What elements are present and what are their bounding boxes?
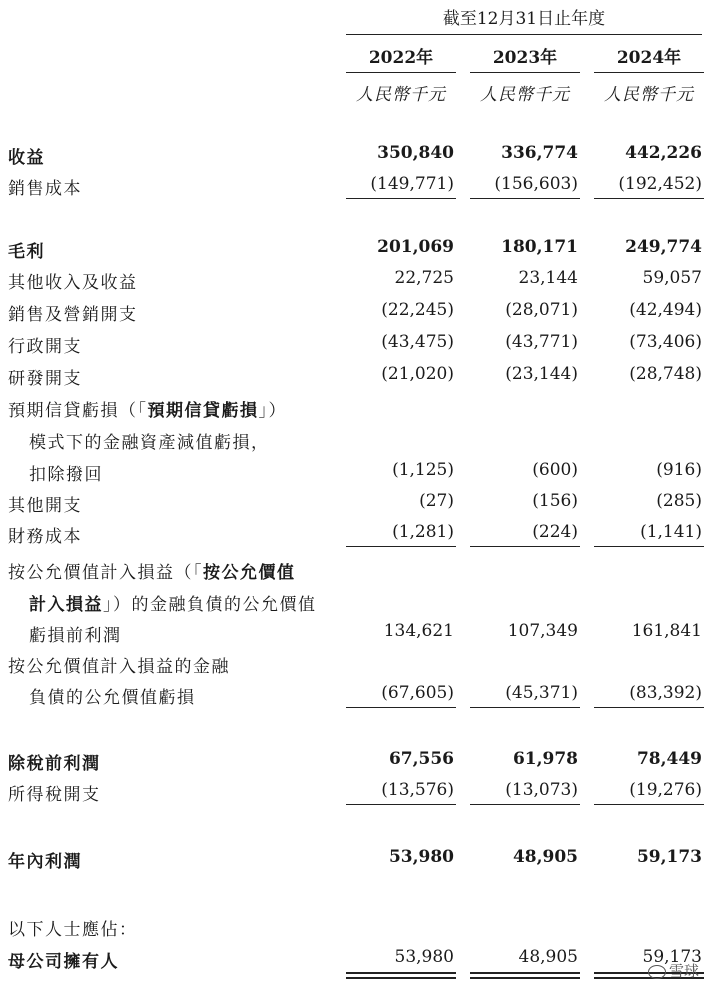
- weibo-eye-icon: [648, 965, 666, 979]
- table-row-selling-expenses: [0, 296, 719, 326]
- value-2024: (285): [656, 491, 702, 511]
- value-2024: 442,226: [625, 143, 702, 163]
- value-2024: 78,449: [636, 749, 702, 769]
- subtotal-rule: [594, 804, 704, 805]
- row-label: 虧損前利潤: [29, 626, 122, 646]
- value-2024: (1,141): [640, 522, 702, 542]
- table-row-profit-before-fv-loss: [0, 617, 719, 647]
- subtotal-rule: [346, 546, 456, 547]
- value-2022: (67,605): [381, 683, 454, 703]
- row-label: 除稅前利潤: [8, 754, 101, 774]
- row-label: 負債的公允價值虧損: [29, 688, 196, 708]
- value-2022: 53,980: [394, 947, 454, 967]
- value-2022: (13,576): [381, 780, 454, 800]
- value-2024: (73,406): [629, 332, 702, 352]
- subtotal-rule: [470, 804, 580, 805]
- value-2023: 180,171: [501, 237, 578, 257]
- row-label: 按公允價值計入損益（「按公允價值: [8, 563, 296, 583]
- value-2023: 61,978: [512, 749, 578, 769]
- year-2023-header: 2023年: [470, 43, 580, 73]
- row-label: 收益: [8, 148, 45, 168]
- row-label: 毛利: [8, 242, 45, 262]
- value-2022: (27): [419, 491, 454, 511]
- value-2022: (1,281): [392, 522, 454, 542]
- table-row-revenue: [0, 139, 719, 169]
- table-row-ecl-line1: [0, 392, 719, 422]
- value-2023: (224): [532, 522, 578, 542]
- value-2023: 336,774: [501, 143, 578, 163]
- table-row-fv-loss-line1: [0, 648, 719, 678]
- value-2024: (19,276): [629, 780, 702, 800]
- unit-label-2023: 人民幣千元: [480, 85, 570, 105]
- value-2023: (600): [532, 460, 578, 480]
- subtotal-rule: [470, 198, 580, 199]
- value-2023: (13,073): [505, 780, 578, 800]
- subtotal-rule: [594, 546, 704, 547]
- table-row-other-income: [0, 264, 719, 294]
- table-row-fvtpl-line2: [0, 586, 719, 616]
- table-row-gross-profit: [0, 233, 719, 263]
- subtotal-rule: [470, 707, 580, 708]
- row-label: 其他開支: [8, 496, 82, 516]
- value-2024: 59,057: [642, 268, 702, 288]
- value-2022: (22,245): [381, 300, 454, 320]
- row-label: 銷售及營銷開支: [8, 305, 138, 325]
- row-label: 年內利潤: [8, 852, 82, 872]
- value-2024: (916): [656, 460, 702, 480]
- value-2024: (42,494): [629, 300, 702, 320]
- subtotal-rule: [346, 804, 456, 805]
- value-2022: 22,725: [394, 268, 454, 288]
- value-2024: (83,392): [629, 683, 702, 703]
- row-label: 研發開支: [8, 369, 82, 389]
- row-label: 預期信貸虧損（「預期信貸虧損」）: [8, 401, 287, 421]
- value-2024: 59,173: [642, 947, 702, 967]
- value-2023: 48,905: [512, 847, 578, 867]
- row-label: 母公司擁有人: [8, 952, 119, 972]
- value-2022: 201,069: [377, 237, 454, 257]
- value-2022: (149,771): [370, 174, 454, 194]
- year-2022-header: 2022年: [346, 43, 456, 73]
- total-double-rule: [470, 972, 580, 979]
- row-label: 按公允價值計入損益的金融: [8, 657, 230, 677]
- table-row-ecl-line2: [0, 424, 719, 454]
- value-2024: (192,452): [618, 174, 702, 194]
- row-label: 行政開支: [8, 337, 82, 357]
- subtotal-rule: [594, 707, 704, 708]
- subtotal-rule: [470, 546, 580, 547]
- value-2023: (28,071): [505, 300, 578, 320]
- value-2023: 23,144: [518, 268, 578, 288]
- value-2023: (23,144): [505, 364, 578, 384]
- value-2022: (21,020): [381, 364, 454, 384]
- total-double-rule: [346, 972, 456, 979]
- table-row-owners-of-parent: [0, 943, 719, 973]
- value-2022: 350,840: [377, 143, 454, 163]
- value-2023: (43,771): [505, 332, 578, 352]
- table-row-ecl-net-reversal: [0, 456, 719, 486]
- unit-label-2022: 人民幣千元: [356, 85, 446, 105]
- value-2024: 249,774: [625, 237, 702, 257]
- subtotal-rule: [594, 198, 704, 199]
- row-label: 銷售成本: [8, 179, 82, 199]
- row-label: 以下人士應佔：: [8, 920, 138, 940]
- table-row-admin-expenses: [0, 328, 719, 358]
- row-label: 模式下的金融資產減值虧損，: [29, 433, 270, 453]
- table-row-fv-loss: [0, 679, 719, 709]
- value-2024: 59,173: [636, 847, 702, 867]
- watermark: [648, 960, 699, 981]
- unit-label-2024: 人民幣千元: [604, 85, 694, 105]
- value-2024: (28,748): [629, 364, 702, 384]
- value-2022: 67,556: [388, 749, 454, 769]
- value-2024: 161,841: [631, 621, 702, 641]
- row-label: 扣除撥回: [29, 465, 103, 485]
- table-row-profit-for-year: [0, 843, 719, 873]
- table-row-rnd-expenses: [0, 360, 719, 390]
- table-row-profit-before-tax: [0, 745, 719, 775]
- value-2023: (156): [532, 491, 578, 511]
- table-row-other-expenses: [0, 487, 719, 517]
- value-2022: 53,980: [388, 847, 454, 867]
- table-row-income-tax: [0, 776, 719, 806]
- subtotal-rule: [346, 707, 456, 708]
- value-2022: (43,475): [381, 332, 454, 352]
- value-2022: (1,125): [392, 460, 454, 480]
- table-row-cost-of-sales: [0, 170, 719, 200]
- row-label: 計入損益」）的金融負債的公允價值: [29, 595, 317, 615]
- table-row-fvtpl-line1: [0, 554, 719, 584]
- table-row-finance-costs: [0, 518, 719, 548]
- subtotal-rule: [346, 198, 456, 199]
- value-2023: 48,905: [518, 947, 578, 967]
- row-label: 所得稅開支: [8, 785, 101, 805]
- year-2024-header: 2024年: [594, 43, 704, 73]
- watermark-text: 雪球: [669, 962, 700, 980]
- period-header: 截至12月31日止年度: [346, 4, 702, 35]
- row-label: 財務成本: [8, 527, 82, 547]
- value-2022: 134,621: [383, 621, 454, 641]
- table-row-attributable-to: [0, 911, 719, 941]
- value-2023: (156,603): [494, 174, 578, 194]
- row-label: 其他收入及收益: [8, 273, 138, 293]
- value-2023: (45,371): [505, 683, 578, 703]
- value-2023: 107,349: [507, 621, 578, 641]
